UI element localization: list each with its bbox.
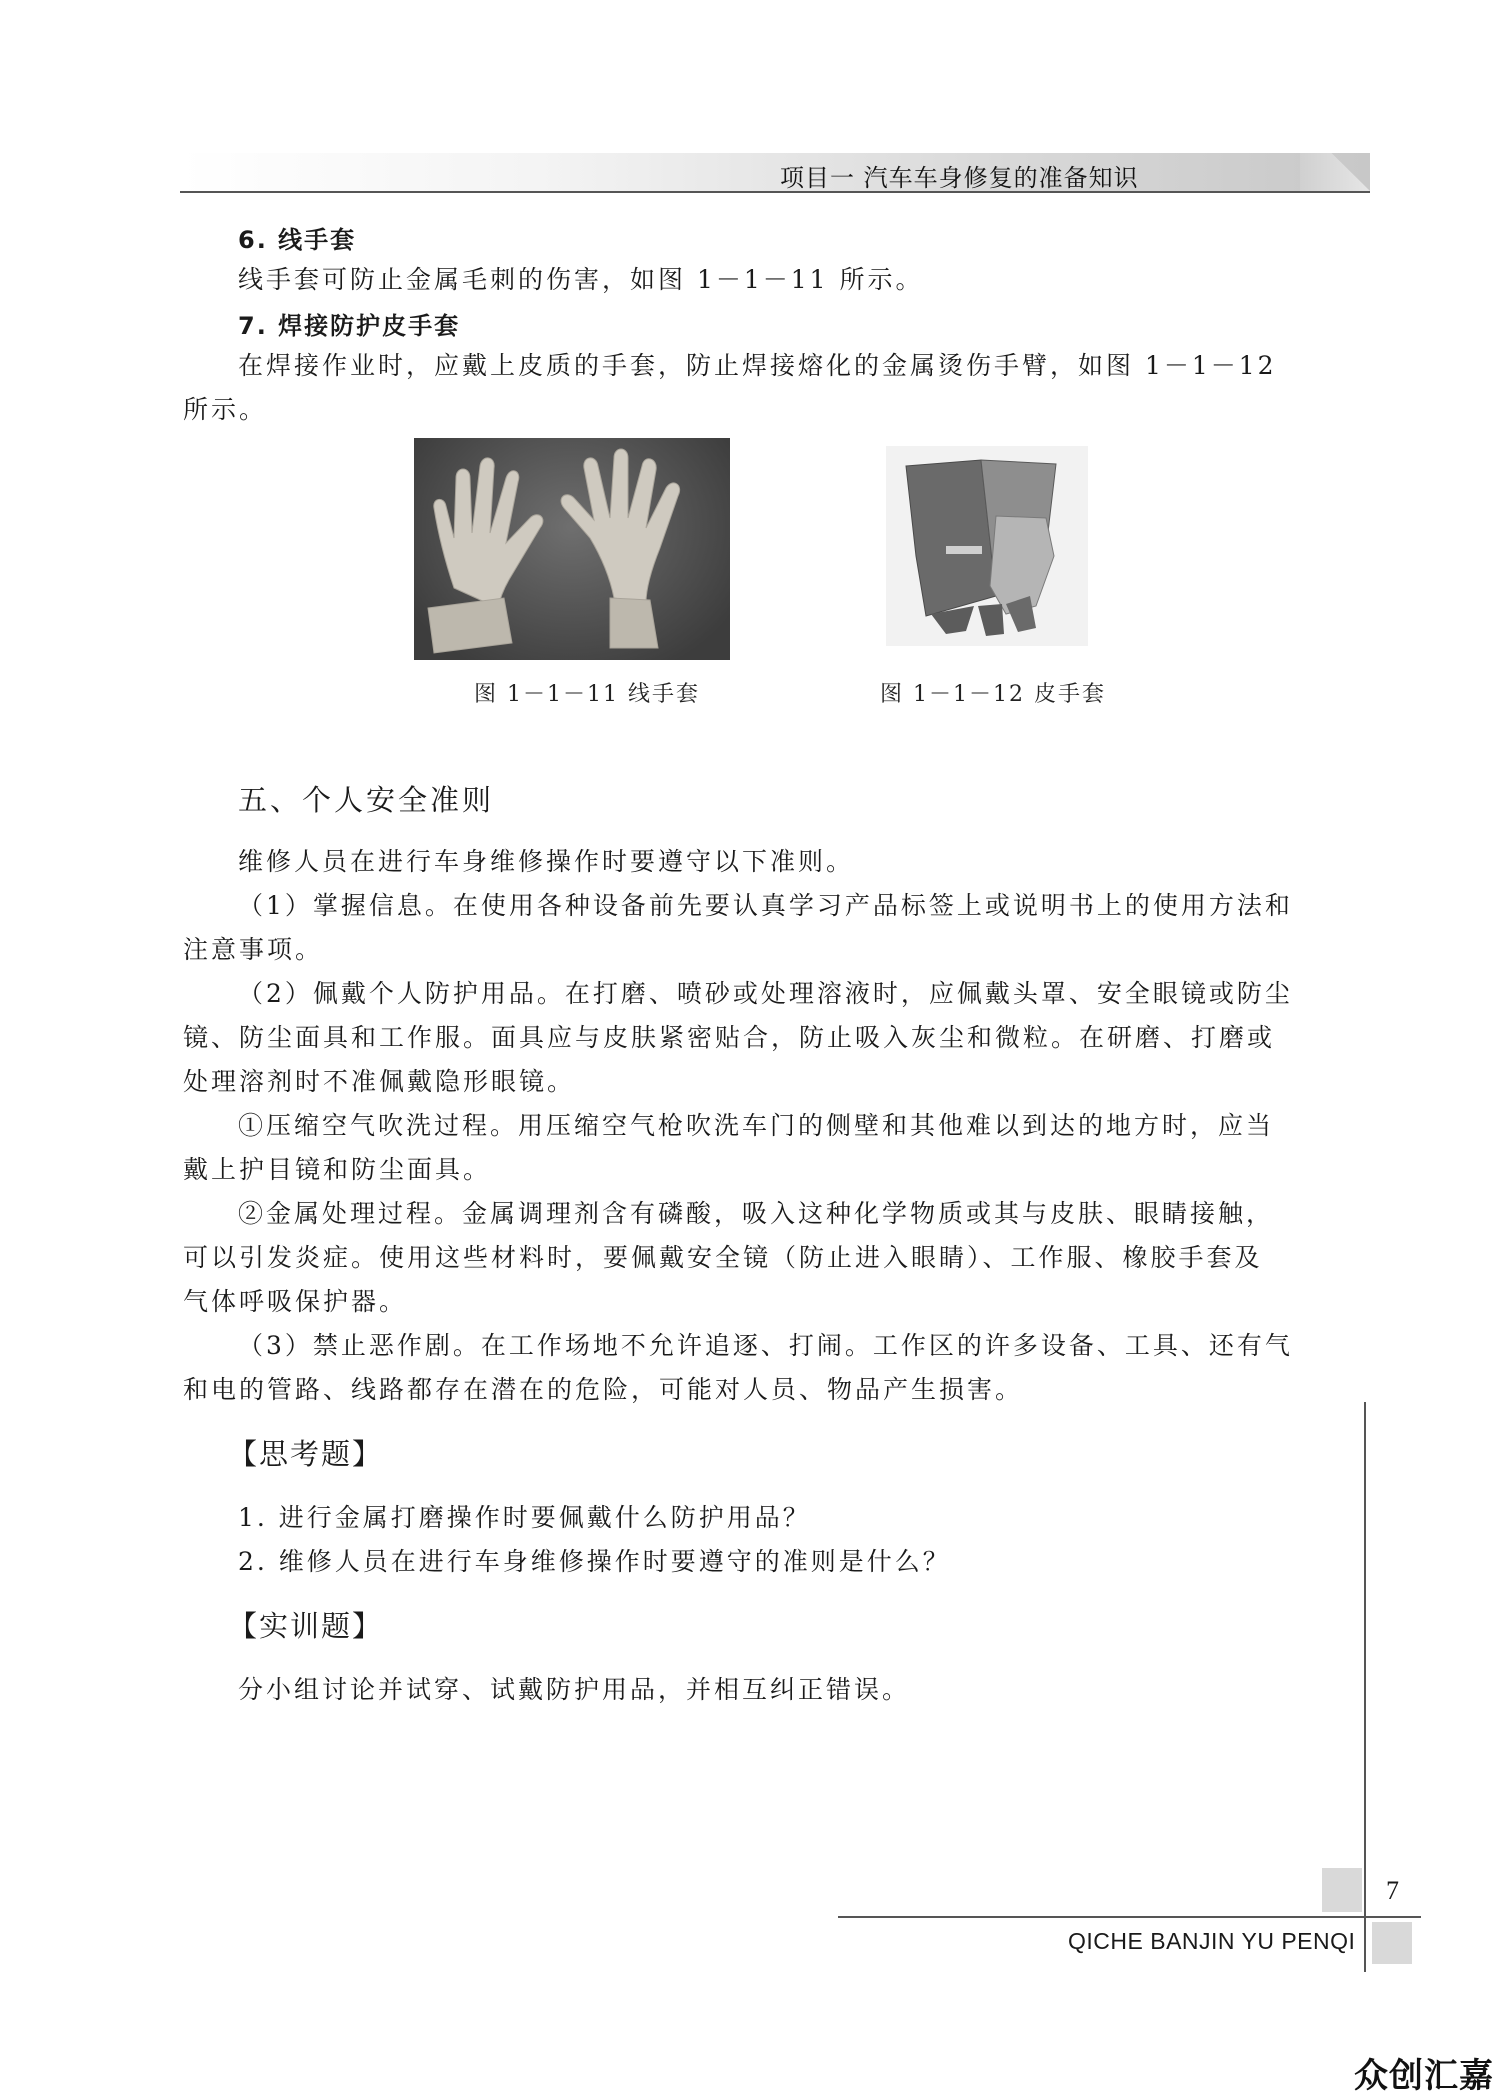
figure-leather-glove bbox=[886, 446, 1088, 646]
practice-text: 分小组讨论并试穿、试戴防护用品，并相互纠正错误。 bbox=[238, 1675, 911, 1704]
rule2-line2: 镜、防尘面具和工作服。面具应与皮肤紧密贴合，防止吸入灰尘和微粒。在研磨、打磨或 bbox=[183, 1023, 1276, 1052]
item6-heading: 6. 线手套 bbox=[238, 226, 357, 254]
sub1-line2: 戴上护目镜和防尘面具。 bbox=[183, 1155, 492, 1184]
questions-heading: 【思考题】 bbox=[228, 1437, 384, 1471]
footer-book-title: QICHE BANJIN YU PENQI bbox=[1068, 1928, 1356, 1954]
sub1-line1: ①压缩空气吹洗过程。用压缩空气枪吹洗车门的侧壁和其他难以到达的地方时，应当 bbox=[238, 1111, 1275, 1140]
question-2: 2. 维修人员在进行车身维修操作时要遵守的准则是什么？ bbox=[238, 1547, 951, 1576]
item7-heading: 7. 焊接防护皮手套 bbox=[238, 312, 461, 340]
question-1: 1. 进行金属打磨操作时要佩戴什么防护用品？ bbox=[238, 1503, 811, 1532]
figure-caption-1: 图 1－1－11 线手套 bbox=[474, 682, 700, 707]
figure-caption-2: 图 1－1－12 皮手套 bbox=[880, 682, 1106, 707]
sub2-line2: 可以引发炎症。使用这些材料时，要佩戴安全镜（防止进入眼睛）、工作服、橡胶手套及 bbox=[183, 1243, 1263, 1272]
practice-heading: 【实训题】 bbox=[228, 1609, 384, 1643]
page-number: 7 bbox=[1386, 1876, 1399, 1905]
rule3-line2: 和电的管路、线路都存在潜在的危险，可能对人员、物品产生损害。 bbox=[183, 1375, 1024, 1404]
rule1-line2: 注意事项。 bbox=[183, 935, 324, 964]
item6-text: 线手套可防止金属毛刺的伤害，如图 1－1－11 所示。 bbox=[238, 265, 924, 294]
rule1-line1: （1）掌握信息。在使用各种设备前先要认真学习产品标签上或说明书上的使用方法和 bbox=[238, 891, 1293, 920]
cotton-gloves-illustration bbox=[414, 438, 730, 660]
item7-text-line2: 所示。 bbox=[183, 395, 268, 424]
item7-text-line1: 在焊接作业时，应戴上皮质的手套，防止焊接熔化的金属烫伤手臂，如图 1－1－12 bbox=[238, 351, 1277, 380]
sub2-line1: ②金属处理过程。金属调理剂含有磷酸，吸入这种化学物质或其与皮肤、眼睛接触， bbox=[238, 1199, 1275, 1228]
sub2-line3: 气体呼吸保护器。 bbox=[183, 1287, 408, 1316]
rule3-line1: （3）禁止恶作剧。在工作场地不允许追逐、打闹。工作区的许多设备、工具、还有气 bbox=[238, 1331, 1293, 1360]
rule2-line1: （2）佩戴个人防护用品。在打磨、喷砂或处理溶液时，应佩戴头罩、安全眼镜或防尘 bbox=[238, 979, 1293, 1008]
section-heading: 五、个人安全准则 bbox=[238, 783, 495, 817]
section-intro: 维修人员在进行车身维修操作时要遵守以下准则。 bbox=[238, 847, 855, 876]
watermark-logo: 众创汇嘉 bbox=[1354, 2056, 1494, 2096]
rule2-line3: 处理溶剂时不准佩戴隐形眼镜。 bbox=[183, 1067, 576, 1096]
footer-rule bbox=[838, 1916, 1421, 1918]
header-band bbox=[180, 153, 1370, 191]
footer-gray-box-lower bbox=[1372, 1922, 1412, 1964]
figure-cotton-gloves bbox=[414, 438, 730, 660]
leather-glove-illustration bbox=[886, 446, 1088, 646]
footer-gray-box-upper bbox=[1322, 1868, 1362, 1912]
running-header-title: 项目一 汽车车身修复的准备知识 bbox=[780, 164, 1139, 192]
footer-vertical-rule bbox=[1364, 1402, 1366, 1972]
header-rule bbox=[180, 191, 1370, 193]
